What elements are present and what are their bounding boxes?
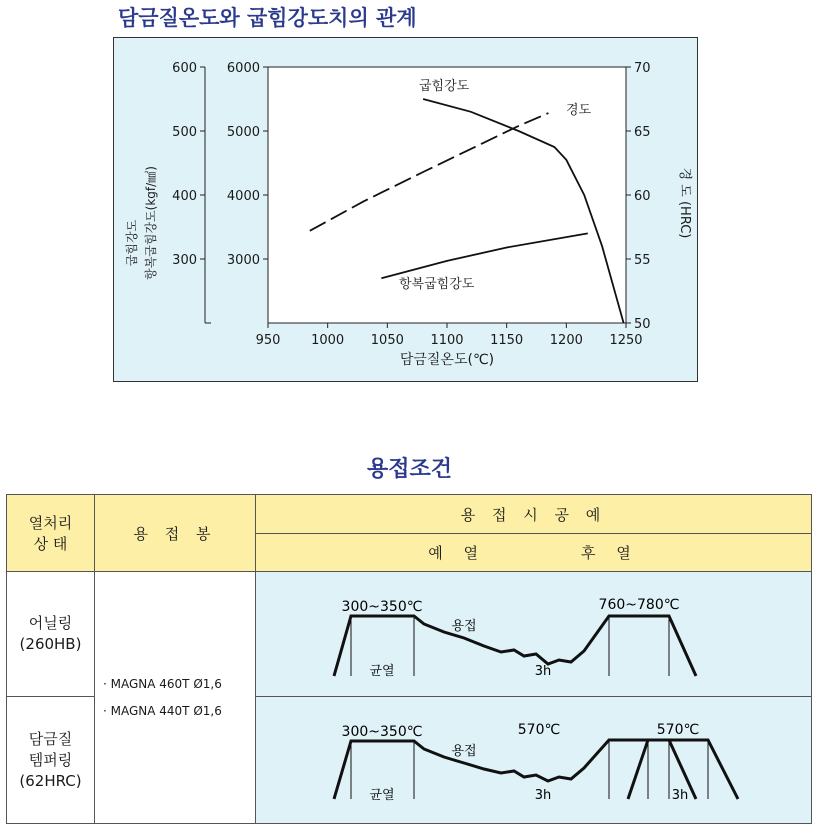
- hardened-preheat-temp: 300~350℃: [341, 724, 423, 740]
- annealing-preheat-temp: 300~350℃: [341, 599, 423, 615]
- kgf-tick-label-6000: 6000: [226, 61, 260, 76]
- annealing-weld-label: 용접: [451, 619, 477, 634]
- header-postheat: 후 열: [581, 544, 639, 562]
- outer-tick-label-400: 400: [172, 189, 197, 204]
- hardened-hold-time: 3h: [534, 788, 552, 803]
- rod-item-460t: · MAGNA 460T Ø1,6: [103, 676, 222, 691]
- row1-condition-line1: 어닐링: [28, 614, 73, 632]
- chart-panel: [113, 37, 698, 382]
- hardened-heat-cycle: [256, 697, 811, 823]
- outer-tick-label-500: 500: [172, 125, 197, 140]
- header-condition-line2: 상 태: [33, 535, 68, 553]
- header-condition-line1: 열처리: [28, 514, 73, 532]
- header-example: 용 접 시 공 예: [256, 495, 812, 534]
- hardened-soak-label: 균열: [369, 788, 395, 803]
- x-axis-label: 담금질온도(℃): [399, 352, 495, 368]
- hrc-axis-label: 경 도 (HRC): [677, 167, 692, 239]
- hardened-postheat-temp: 570℃: [517, 722, 561, 738]
- row1-condition-line2: (260HB): [19, 635, 82, 653]
- outer-axis-label-line1: 굽힘강도: [125, 219, 139, 267]
- x-tick-label-1000: 1000: [311, 333, 345, 348]
- annealing-heat-cycle: [256, 572, 811, 696]
- hrc-tick-label-55: 55: [634, 253, 651, 268]
- hardened-postheat-temp-2: 570℃: [656, 722, 700, 738]
- rod-item-440t: · MAGNA 440T Ø1,6: [103, 703, 222, 718]
- series-label-2: 항복굽힘강도: [399, 277, 475, 292]
- row2-condition-line3: (62HRC): [19, 771, 82, 790]
- header-heat: [256, 534, 812, 572]
- row2-condition-line2: 템퍼링: [28, 750, 73, 769]
- row-hardened-condition: [7, 697, 95, 824]
- row-annealing-diagram: [256, 572, 812, 697]
- hrc-tick-label-70: 70: [634, 61, 651, 76]
- chart-svg: [114, 38, 699, 383]
- x-tick-label-1050: 1050: [370, 333, 404, 348]
- annealing-hold-time: 3h: [534, 664, 552, 679]
- outer-axis-label-line2: 항복굽힘강도(kgf/㎟): [144, 166, 158, 280]
- kgf-tick-label-4000: 4000: [226, 189, 260, 204]
- hrc-tick-label-60: 60: [634, 189, 651, 204]
- x-tick-label-1200: 1200: [549, 333, 583, 348]
- hrc-tick-label-65: 65: [634, 125, 651, 140]
- header-condition: [7, 495, 95, 572]
- annealing-soak-label: 균열: [369, 664, 395, 679]
- x-tick-label-1150: 1150: [490, 333, 524, 348]
- chart-title: 담금질온도와 굽힘강도치의 관계: [118, 6, 417, 30]
- x-tick-label-950: 950: [255, 333, 281, 348]
- annealing-postheat-temp: 760~780℃: [598, 597, 680, 613]
- header-preheat: 예 열: [428, 544, 486, 562]
- outer-tick-label-600: 600: [172, 61, 197, 76]
- hardened-hold-time-2: 3h: [671, 788, 689, 803]
- rod-list: [95, 572, 256, 824]
- series-label-1: 경도: [566, 103, 592, 118]
- kgf-tick-label-3000: 3000: [226, 253, 260, 268]
- row-annealing-condition: [7, 572, 95, 697]
- weld-table: [6, 494, 812, 824]
- hardened-weld-label: 용접: [451, 744, 477, 759]
- header-rod: 용 접 봉: [95, 495, 256, 572]
- hrc-tick-label-50: 50: [634, 317, 651, 332]
- x-tick-label-1250: 1250: [609, 333, 643, 348]
- series-label-0: 굽힘강도: [419, 79, 470, 94]
- kgf-tick-label-5000: 5000: [226, 125, 260, 140]
- weld-title: 용접조건: [366, 457, 452, 482]
- row2-condition-line1: 담금질: [28, 729, 73, 748]
- outer-tick-label-300: 300: [172, 253, 197, 268]
- row-hardened-diagram: [256, 697, 812, 824]
- x-tick-label-1100: 1100: [430, 333, 464, 348]
